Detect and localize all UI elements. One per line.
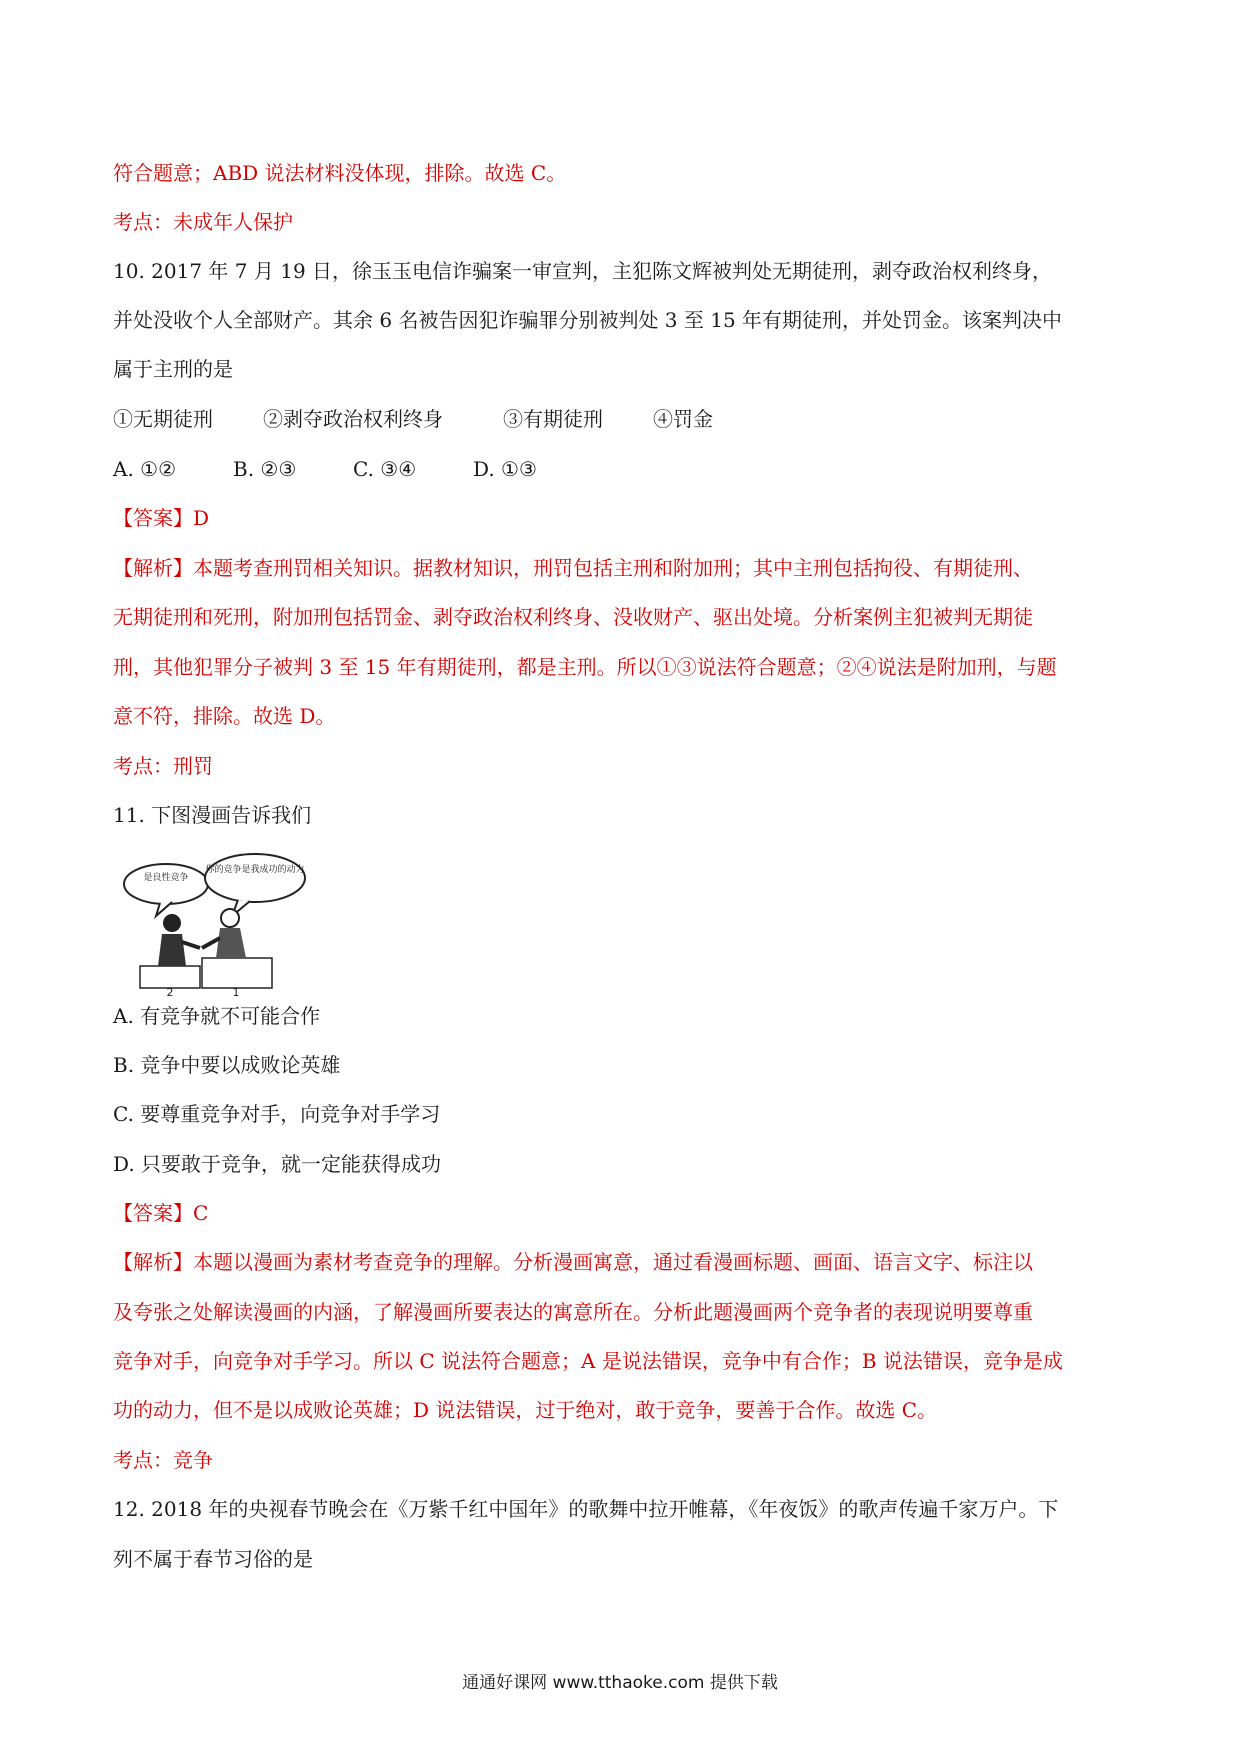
q10-option-d: D. ①③ bbox=[473, 457, 537, 481]
q11-analysis-line4: 功的动力，但不是以成败论英雄；D 说法错误，过于绝对，敢于竞争，要善于合作。故选 C。 bbox=[113, 1398, 938, 1422]
q11-answer-value: C bbox=[193, 1201, 209, 1225]
q11-answer bbox=[113, 1200, 208, 1226]
podium-left-number: 2 bbox=[166, 986, 174, 998]
q10-analysis-line1 bbox=[113, 555, 1033, 581]
q12-stem-line2: 列不属于春节习俗的是 bbox=[113, 1547, 313, 1571]
answer-tag: 【答案】 bbox=[113, 1201, 193, 1225]
page-footer: 通通好课网 www.tthaoke.com 提供下载 bbox=[462, 1673, 778, 1693]
q10-item-4: ④罚金 bbox=[653, 407, 713, 431]
q11-option-b: B. 竞争中要以成败论英雄 bbox=[113, 1053, 341, 1077]
q10-answer-value: D bbox=[193, 506, 210, 530]
q10-analysis-text1: 本题考查刑罚相关知识。据教材知识，刑罚包括主刑和附加刑；其中主刑包括拘役、有期徒刑、 bbox=[193, 556, 1033, 580]
q10-option-b: B. ②③ bbox=[233, 457, 297, 481]
q10-analysis-line3: 刑，其他犯罪分子被判 3 至 15 年有期徒刑，都是主刑。所以①③说法符合题意；②④说法是附加刑，与题 bbox=[113, 655, 1057, 679]
q10-stem-line2: 并处没收个人全部财产。其余 6 名被告因犯诈骗罪分别被判处 3 至 15 年有期徒刑，并处罚金。该案判决中 bbox=[113, 308, 1063, 332]
q11-option-a: A. 有竞争就不可能合作 bbox=[113, 1004, 321, 1028]
q11-option-c: C. 要尊重竞争对手，向竞争对手学习 bbox=[113, 1102, 441, 1126]
q11-option-d: D. 只要敢于竞争，就一定能获得成功 bbox=[113, 1152, 442, 1176]
q11-analysis-line3: 竞争对手，向竞争对手学习。所以 C 说法符合题意；A 是说法错误，竞争中有合作；B 说法错误，竞争是成 bbox=[113, 1349, 1063, 1373]
q10-answer bbox=[113, 505, 209, 531]
q10-analysis-line4: 意不符，排除。故选 D。 bbox=[113, 704, 336, 728]
q11-stem: 11. 下图漫画告诉我们 bbox=[113, 803, 312, 827]
analysis-tag: 【解析】 bbox=[113, 556, 193, 580]
q10-item-1: ①无期徒刑 bbox=[113, 407, 213, 431]
q10-option-c: C. ③④ bbox=[353, 457, 417, 481]
q10-analysis-line2: 无期徒刑和死刑，附加刑包括罚金、剥夺政治权利终身、没收财产、驱出处境。分析案例主犯被判无期徒 bbox=[113, 605, 1033, 629]
q11-kaodian: 考点：竞争 bbox=[113, 1448, 213, 1472]
q12-stem-line1: 12. 2018 年的央视春节晚会在《万紫千红中国年》的歌舞中拉开帷幕，《年夜饭》的歌声传遍千家万户。下 bbox=[113, 1497, 1059, 1521]
q11-analysis-line1 bbox=[113, 1249, 1033, 1275]
q9-kaodian: 考点：未成年人保护 bbox=[113, 210, 293, 234]
q10-options bbox=[113, 456, 537, 482]
q10-stem-line1: 10. 2017 年 7 月 19 日，徐玉玉电信诈骗案一审宣判，主犯陈文辉被判处无期徒刑，剥夺政治权利终身， bbox=[113, 259, 1053, 283]
q10-stem-line3: 属于主刑的是 bbox=[113, 357, 233, 381]
q10-kaodian: 考点：刑罚 bbox=[113, 754, 213, 778]
q10-item-3: ③有期徒刑 bbox=[503, 407, 603, 431]
analysis-tag: 【解析】 bbox=[113, 1250, 193, 1274]
q11-analysis-text1: 本题以漫画为素材考查竞争的理解。分析漫画寓意，通过看漫画标题、画面、语言文字、标注以 bbox=[193, 1250, 1033, 1274]
q10-items bbox=[113, 406, 713, 432]
q9-analysis-tail: 符合题意；ABD 说法材料没体现，排除。故选 C。 bbox=[113, 161, 567, 185]
cartoon-bubble-right-text: 你的竞争是我成功的动力 bbox=[205, 865, 305, 875]
q10-item-2: ②剥夺政治权利终身 bbox=[263, 407, 443, 431]
podium-right-number: 1 bbox=[232, 986, 240, 998]
answer-tag: 【答案】 bbox=[113, 506, 193, 530]
q11-analysis-line2: 及夸张之处解读漫画的内涵，了解漫画所要表达的寓意所在。分析此题漫画两个竞争者的表现说明要尊重 bbox=[113, 1300, 1033, 1324]
competition-cartoon bbox=[120, 848, 310, 998]
q10-option-a: A. ①② bbox=[113, 457, 177, 481]
cartoon-bubble-left-text: 是良性竞争 bbox=[143, 873, 189, 883]
